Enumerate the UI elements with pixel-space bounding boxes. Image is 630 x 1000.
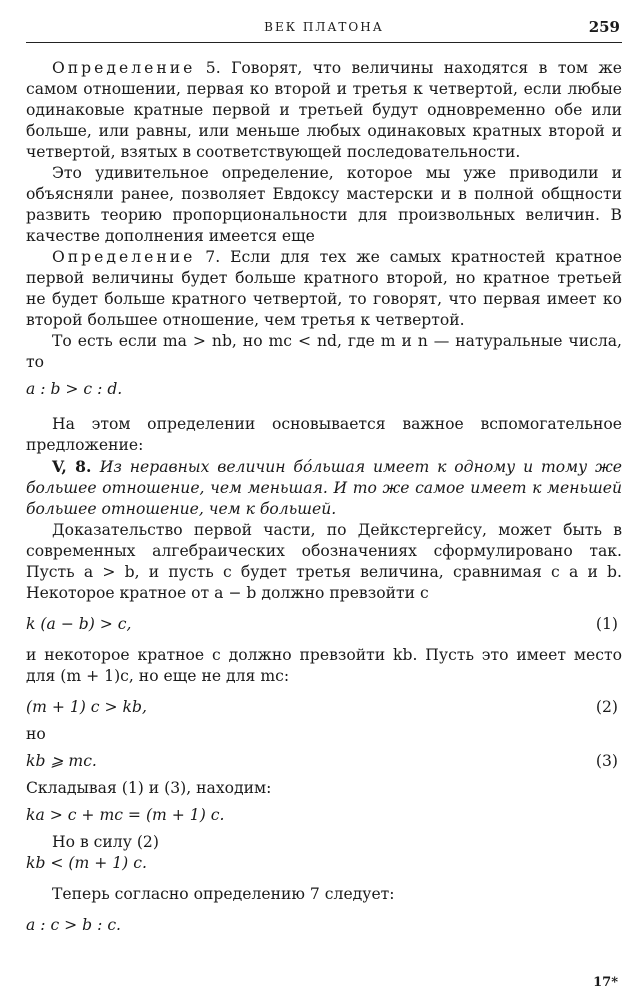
formula-kb-less: kb < (m + 1) c. [26, 854, 147, 872]
definition-7-paragraph [26, 247, 622, 331]
definition-term: Определение [52, 248, 196, 266]
signature-mark: 17* [593, 975, 618, 990]
equation-1 [26, 614, 622, 635]
equation-3-number: (3) [595, 752, 618, 770]
eudoxus-paragraph: Это удивительное определение, которое мы уже приводили и объясняли ранее, позволяет Евдоксу мастерски и в полной общности развить теорию пропорциональности для произвольных величин. В качестве дополнения имеется еще [26, 164, 622, 245]
conclusion-paragraph: Теперь согласно определению 7 следует: [52, 885, 395, 903]
equation-1-number: (1) [595, 615, 618, 633]
equation-3-body: kb ⩾ mc. [26, 752, 97, 770]
formula-conclusion: a : c > b : c. [26, 916, 122, 934]
equation-3 [26, 751, 622, 772]
equation-1-body: k (a − b) > c, [26, 615, 132, 633]
by-virtue-paragraph: Но в силу (2) [52, 833, 159, 851]
page-header [26, 14, 622, 43]
definition-7-text: 7. Если для тех же самых кратностей кратное первой величины будет больше кратного второй, но кратное третьей не будет больше кратного четвертой, то говорят, что первая имеет ко второй большее отношение, чем третья к четвертой. [26, 248, 622, 329]
equation-2-number: (2) [595, 698, 618, 716]
proposition-number: V, 8. [52, 457, 100, 476]
equation-2-body: (m + 1) c > kb, [26, 698, 147, 716]
proof-paragraph: Доказательство первой части, по Дейкстергейсу, может быть в современных алгебраических обозначениях сформулировано так. Пусть a > b, и пусть c будет третья величина, сравнимая с a и b. Некоторое кратное от a − b должно превзойти c [26, 521, 622, 602]
formula-ratio-inequality: a : b > c : d. [26, 380, 123, 398]
proposition-v8-paragraph [26, 456, 622, 520]
condition-paragraph: То есть если ma > nb, но mc < nd, где m и n — натуральные числа, то [26, 332, 622, 371]
definition-term: Определение [52, 59, 196, 77]
running-title: ВЕК ПЛАТОНА [264, 20, 384, 34]
lemma-intro-paragraph: На этом определении основывается важное вспомогательное предложение: [26, 415, 622, 454]
definition-5-text: 5. Говорят, что величины находятся в том же самом отношении, первая ко второй и третья к четвертой, если любые одинаковые кратные первой и третьей будут одновременно обе или больше, или равны, или меньше любых одинаковых кратных второй и четвертой, взятых в соответствующей последовательности. [26, 59, 622, 161]
page-body [26, 58, 622, 936]
page-number: 259 [588, 18, 620, 36]
definition-5-paragraph [26, 58, 622, 163]
proposition-text: Из неравных величин бóльшая имеет к одному и тому же большее отношение, чем меньшая. И то же самое имеет к меньшей большее отношение, чем к большей. [26, 458, 622, 518]
formula-sum: ka > c + mc = (m + 1) c. [26, 806, 225, 824]
but-paragraph: но [26, 725, 46, 743]
multiple-paragraph: и некоторое кратное c должно превзойти kb. Пусть это имеет место для (m + 1)c, но еще не для mc: [26, 646, 622, 685]
equation-2 [26, 697, 622, 718]
adding-paragraph: Складывая (1) и (3), находим: [26, 779, 272, 797]
